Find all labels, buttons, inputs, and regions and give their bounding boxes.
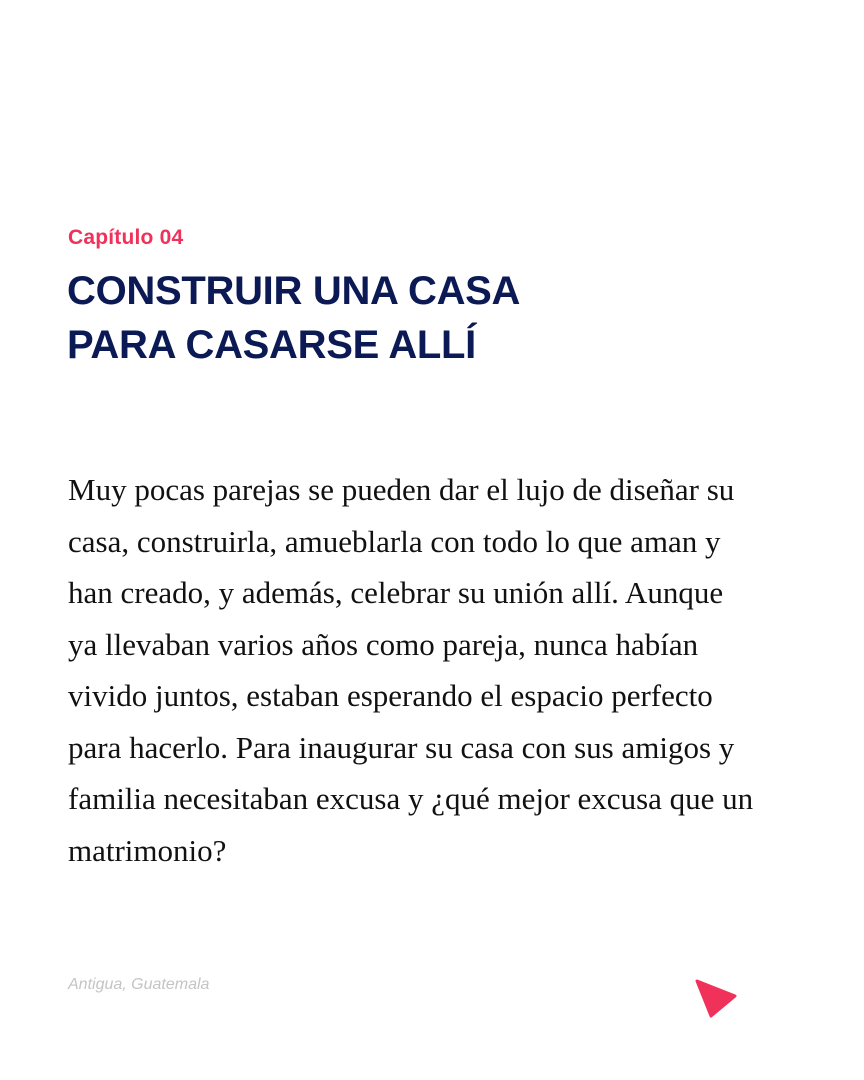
page-title bbox=[67, 264, 807, 372]
body-line: familia necesitaban excusa y ¿qué mejor excusa que un bbox=[68, 781, 754, 816]
body-line: casa, construirla, amueblarla con todo lo que aman y bbox=[68, 523, 721, 559]
body-line: vivido juntos, estaban esperando el espacio perfecto bbox=[68, 678, 713, 713]
body-line: han creado, y además, celebrar su unión allí. Aunque bbox=[68, 575, 724, 610]
body-line: para hacerlo. Para inaugurar su casa con sus amigos y bbox=[68, 729, 735, 765]
chapter-label: Capítulo 04 bbox=[68, 226, 184, 249]
play-triangle-icon bbox=[694, 978, 738, 1020]
title-line: PARA CASARSE ALLÍ bbox=[67, 323, 476, 367]
body-paragraph bbox=[68, 464, 798, 876]
title-line: CONSTRUIR UNA CASA bbox=[67, 269, 521, 313]
body-line: matrimonio? bbox=[68, 832, 227, 868]
body-line: Muy pocas parejas se pueden dar el lujo de diseñar su bbox=[68, 472, 735, 507]
location-caption: Antigua, Guatemala bbox=[68, 976, 210, 993]
body-line: ya llevaban varios años como pareja, nunca habían bbox=[68, 626, 699, 662]
